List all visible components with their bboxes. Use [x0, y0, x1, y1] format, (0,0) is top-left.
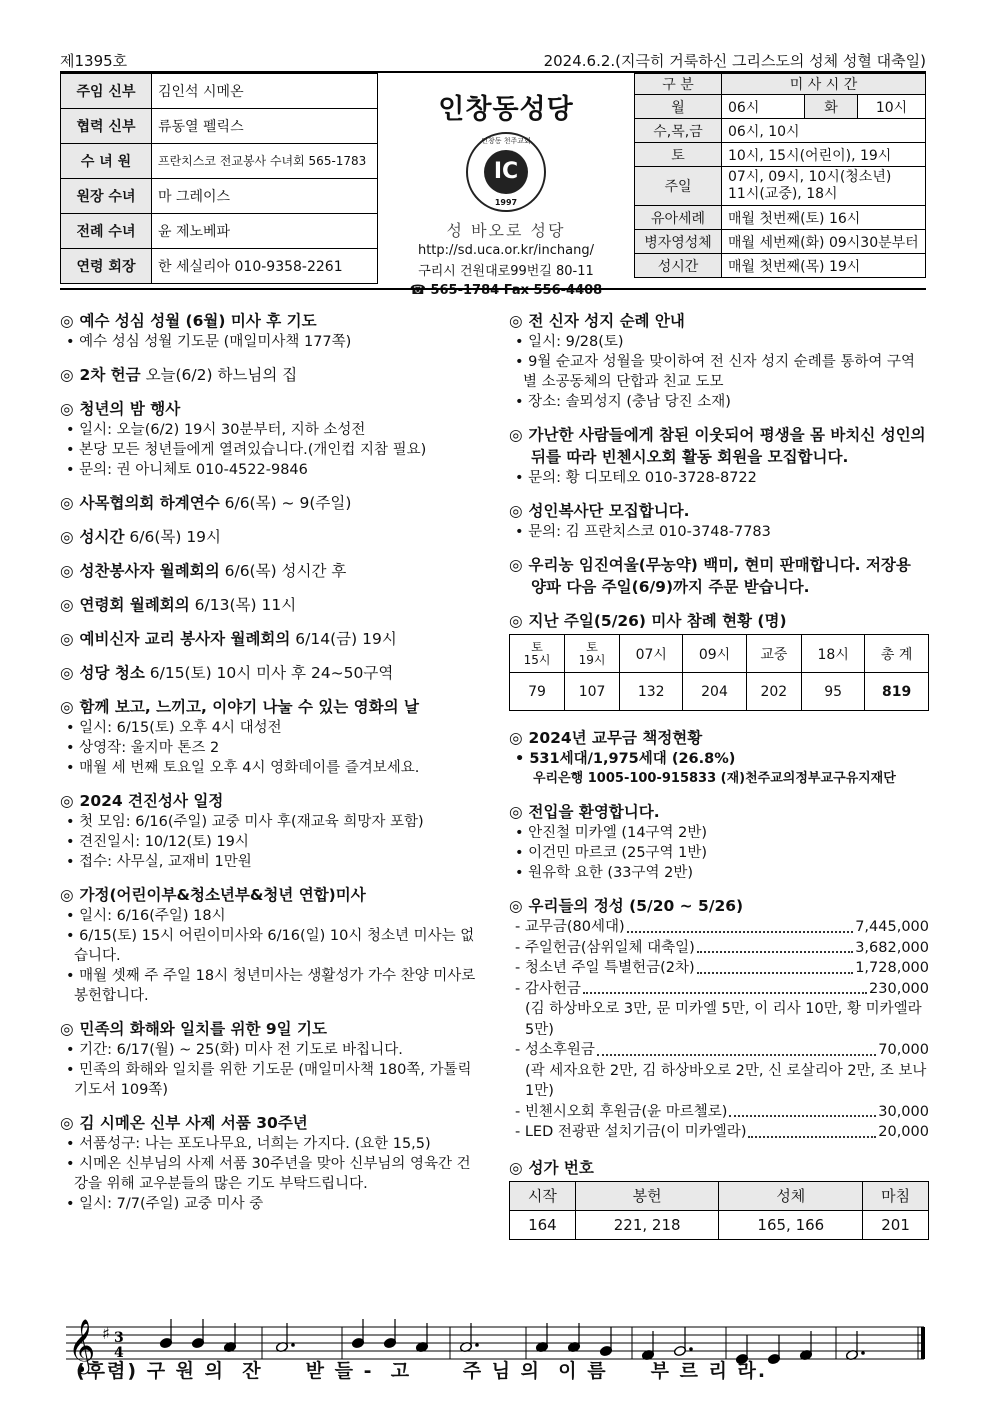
section-title: ◎ 예수 성심 성월 (6월) 미사 후 기도: [60, 312, 317, 330]
header-bottom-divider: [60, 288, 926, 290]
offering-row: [509, 938, 929, 959]
section-title: ◎ 지난 주일(5/26) 미사 참례 현황 (명): [509, 612, 787, 630]
item-text: 서품성구: 나는 포도나무요, 너희는 가지다. (요한 15,5): [79, 1136, 431, 1152]
mass-time: 06시: [722, 95, 805, 119]
item-text: 일시: 6/16(주일) 18시: [79, 908, 226, 924]
mass-day: 화: [805, 95, 858, 119]
item-text: 예수 성심 성월 기도문 (매일미사책 177쪽): [79, 334, 352, 350]
offering-row: [509, 917, 929, 938]
mass-time: 10시: [858, 95, 926, 119]
item-text: 문의: 김 프란치스코 010-3748-7783: [528, 524, 771, 540]
offering-amount: 7,445,000: [855, 919, 929, 935]
offerings-section: [509, 895, 929, 1143]
section-title-bold: 성시간: [79, 528, 125, 546]
item-text: 문의: 황 디모테오 010-3728-8722: [528, 470, 757, 486]
section-title-bold: 우리농 임진여울(무농약) 백미, 현미 판매합니다. 저장용 양파 다음 주일(6/9)까지 주문 받습니다.: [528, 556, 911, 596]
staff-row: [61, 144, 378, 179]
announcement-section: [509, 424, 929, 488]
offering-label: - 빈첸시오회 후원금(윤 마르첼로): [515, 1103, 728, 1120]
item-text: 6/15(토) 15시 어린이미사와 6/16(일) 10시 청소년 미사는 없습니다.: [74, 928, 475, 964]
section-title-bold: 성인복사단 모집합니다.: [528, 502, 690, 520]
welcome-section: [509, 801, 929, 883]
announcement-section: [60, 560, 480, 582]
offering-row: [509, 1122, 929, 1143]
announcement-section: [60, 628, 480, 650]
hymns-title: 성가 번호: [528, 1158, 594, 1177]
section-title: ◎ 사목협의회 하계연수 6/6(목) ~ 9(주일): [60, 494, 352, 512]
section-title-bold: 연령회 월례회의: [79, 596, 190, 614]
hymn-header: 성체: [719, 1181, 863, 1210]
announcement-section: [60, 884, 480, 1006]
section-title-detail: 6/14(금) 19시: [290, 630, 397, 648]
leader-dots: [697, 938, 853, 954]
offering-label: - 교무금(80세대): [515, 919, 625, 935]
announcement-section: [60, 526, 480, 548]
item-text: 9월 순교자 성월을 맞이하여 전 신자 성지 순례를 통하여 구역별 소공동체의 단합과 친교 도모: [523, 354, 916, 390]
leader-dots: [597, 1040, 876, 1056]
item-text: 매월 세 번째 토요일 오후 4시 영화데이를 즐겨보세요.: [79, 760, 420, 776]
hymn-number: 201: [863, 1210, 929, 1239]
attendance-header: 07시: [620, 635, 683, 673]
section-title: ◎ 예비신자 교리 봉사자 월례회의 6/14(금) 19시: [60, 630, 397, 648]
mass-time: 10시, 15시(어린이), 19시: [722, 143, 926, 167]
welcome-title: 전입을 환영합니다.: [528, 803, 660, 821]
offering-amount: 230,000: [869, 980, 929, 997]
staff-row: [61, 214, 378, 249]
time-sig-bottom: 4: [114, 1345, 124, 1361]
offering-amount: 20,000: [878, 1124, 929, 1140]
attendance-header: 총 계: [865, 635, 929, 673]
section-title: ◎ 성당 청소 6/15(토) 10시 미사 후 24~50구역: [60, 664, 394, 682]
item-text: 첫 모임: 6/16(주일) 교중 미사 후(재교육 희망자 포함): [79, 814, 424, 830]
section-title-bold: 사목협의회 하계연수: [79, 494, 220, 512]
hymn-header: 마침: [863, 1181, 929, 1210]
parish-identity: [380, 73, 632, 298]
staff-name: 프란치스코 전교봉사 수녀회 565-1783: [152, 144, 378, 179]
staff-name: 김인석 시메온: [152, 74, 378, 109]
section-title: ◎ 연령회 월례회의 6/13(목) 11시: [60, 596, 297, 614]
announcement-section: [60, 1112, 480, 1214]
section-title: ◎ 전입을 환영합니다.: [509, 803, 660, 821]
staff-role: 수 녀 원: [61, 144, 152, 179]
staff-role: 연령 회장: [61, 249, 152, 284]
treble-clef-icon: 𝄞: [68, 1318, 96, 1372]
section-title: ◎ 전 신자 성지 순례 안내: [509, 312, 685, 330]
mass-day: 월: [635, 95, 722, 119]
announcement-section: [60, 364, 480, 386]
offering-amount: 3,682,000: [855, 939, 929, 956]
attendance-section: [509, 610, 929, 711]
offerings-list: [509, 917, 929, 1143]
hymn-number: 221, 218: [575, 1210, 719, 1239]
attendance-value: 204: [683, 673, 746, 711]
welcome-item: • 이건민 마르코 (25구역 1반): [515, 845, 708, 861]
staff-row: [61, 109, 378, 144]
section-title: ◎ 2024년 교무금 책정현황: [509, 729, 703, 747]
section-title-bold: 청년의 밤 행사: [79, 400, 181, 418]
attendance-header: 18시: [802, 635, 865, 673]
staff-row: [61, 179, 378, 214]
offering-row: [509, 979, 929, 1000]
announcement-section: [60, 1018, 480, 1100]
announcement-item: • 일시: 6/16(주일) 18시: [66, 908, 226, 924]
announcement-item: • 시메온 신부님의 사제 서품 30주년을 맞아 신부님의 영육간 건강을 위해 교우분들의 많은 기도 부탁드립니다.: [66, 1156, 471, 1192]
item-text: 기간: 6/17(월) ~ 25(화) 미사 전 기도로 바칩니다.: [79, 1042, 403, 1058]
dues-title: 2024년 교무금 책정현황: [528, 729, 703, 747]
staff-name: 류동열 펠릭스: [152, 109, 378, 144]
attendance-title: 지난 주일(5/26) 미사 참례 현황 (명): [528, 612, 787, 630]
mass-time: 매월 세번째(화) 09시30분부터: [722, 230, 926, 254]
seal-year: 1997: [494, 198, 518, 207]
section-title-detail: 6/6(목) 성시간 후: [219, 562, 347, 580]
item-text: 상영작: 울지마 톤즈 2: [79, 740, 220, 756]
section-title: ◎ 청년의 밤 행사: [60, 400, 181, 418]
announcement-item: • 9월 순교자 성월을 맞이하여 전 신자 성지 순례를 통하여 구역별 소공동체의 단합과 친교 도모: [515, 354, 916, 390]
mass-time-line: 07시, 09시, 10시(청소년): [728, 169, 892, 185]
staff-name: 윤 제노베파: [152, 214, 378, 249]
section-title-bold: 2024 견진성사 일정: [79, 792, 224, 810]
section-title: ◎ 2024 견진성사 일정: [60, 792, 224, 810]
mass-time: 매월 첫번째(토) 16시: [722, 206, 926, 230]
mass-day: 수,목,금: [635, 119, 722, 143]
parish-seal-icon: [466, 132, 546, 212]
mass-time-line: 11시(교중), 18시: [728, 186, 838, 202]
attendance-header: 교중: [746, 635, 801, 673]
staff-name: 마 그레이스: [152, 179, 378, 214]
parish-url[interactable]: http://sd.uca.or.kr/inchang/: [417, 243, 595, 258]
announcement-item: • 민족의 화해와 일치를 위한 기도문 (매일미사책 180쪽, 가톨릭 기도서 109쪽): [66, 1062, 472, 1098]
offering-row: [509, 1040, 929, 1061]
item-text: 본당 모든 청년들에게 열려있습니다.(개인컵 지참 필요): [79, 442, 427, 458]
leader-dots: [729, 1102, 876, 1118]
attendance-value: 202: [746, 673, 801, 711]
mass-time: 06시, 10시: [722, 119, 926, 143]
item-text: 일시: 6/15(토) 오후 4시 대성전: [79, 720, 282, 736]
attendance-value: 819: [865, 673, 929, 711]
staff-role: 전례 수녀: [61, 214, 152, 249]
section-title-bold: 민족의 화해와 일치를 위한 9일 기도: [79, 1020, 327, 1038]
parish-name: 인창동성당: [438, 94, 574, 125]
section-title: ◎ 2차 헌금 오늘(6/2) 하느님의 집: [60, 366, 298, 384]
attendance-value: 107: [565, 673, 620, 711]
staff-row: [61, 249, 378, 284]
mass-day: 유아세례: [635, 206, 722, 230]
offering-label: - LED 전광판 설치기금(이 미카엘라): [515, 1124, 747, 1140]
announcement-section: [509, 310, 929, 412]
section-title: ◎ 성찬봉사자 월례회의 6/6(목) 성시간 후: [60, 562, 347, 580]
offering-label: - 주일헌금(삼위일체 대축일): [515, 939, 695, 956]
announcement-section: [60, 310, 480, 352]
offering-amount: 1,728,000: [855, 960, 929, 976]
section-title-bold: 가난한 사람들에게 참된 이웃되어 평생을 몸 바치신 성인의 뒤를 따라 빈첸시오회 활동 회원을 모집합니다.: [528, 426, 926, 466]
section-title-bold: 예비신자 교리 봉사자 월례회의: [79, 630, 291, 648]
announcement-item: • 예수 성심 성월 기도문 (매일미사책 177쪽): [66, 334, 352, 350]
offering-amount: 70,000: [878, 1042, 929, 1058]
announcement-section: [60, 398, 480, 480]
announcement-section: [60, 662, 480, 684]
offering-note: (김 하상바오로 3만, 문 미카엘 5만, 이 리사 10만, 황 미카엘라 5만): [525, 1001, 922, 1038]
section-title: ◎ 성인복사단 모집합니다.: [509, 502, 690, 520]
announcement-item: • 본당 모든 청년들에게 열려있습니다.(개인컵 지참 필요): [66, 442, 427, 458]
section-title: ◎ 가난한 사람들에게 참된 이웃되어 평생을 몸 바치신 성인의 뒤를 따라 빈첸시오회 활동 회원을 모집합니다.: [509, 426, 926, 466]
section-title-bold: 예수 성심 성월 (6월) 미사 후 기도: [79, 312, 317, 330]
announcement-item: • 상영작: 울지마 톤즈 2: [66, 740, 220, 756]
announcement-item: • 문의: 황 디모테오 010-3728-8722: [515, 470, 757, 486]
right-announcements: [509, 310, 929, 598]
right-column: [509, 310, 929, 1252]
mass-time: [722, 167, 926, 206]
attendance-header-text: 토 19시: [578, 639, 606, 667]
announcement-item: • 문의: 김 프란치스코 010-3748-7783: [515, 524, 771, 540]
bulletin-header: [60, 50, 926, 70]
note-dot: [475, 1343, 479, 1347]
mass-times-table: [634, 73, 926, 278]
offerings-title: 우리들의 정성 (5/20 ~ 5/26): [528, 897, 744, 915]
leader-dots: [627, 917, 854, 933]
offering-label: - 성소후원금: [515, 1042, 595, 1058]
attendance-header: [510, 635, 565, 673]
section-title: ◎ 가정(어린이부&청소년부&청년 연합)미사: [60, 886, 366, 904]
section-title-detail: 6/13(목) 11시: [189, 596, 297, 614]
leader-dots: [748, 1122, 876, 1138]
mass-header-k: 구 분: [635, 74, 722, 95]
leader-dots: [583, 979, 867, 995]
date-feast: 2024.6.2.(지극히 거룩하신 그리스도의 성체 성혈 대축일): [543, 52, 926, 70]
item-text: 매월 셋째 주 주일 18시 청년미사는 생활성가 가수 찬양 미사로 봉헌합니다.: [74, 968, 476, 1004]
parish-patron: 성 바오로 성당: [446, 221, 566, 240]
hymn-header: 시작: [510, 1181, 576, 1210]
welcome-item: • 원유학 요한 (33구역 2반): [515, 865, 694, 881]
parish-address: 구리시 건원대로99번길 80-11: [418, 264, 594, 279]
offering-label: - 감사헌금: [515, 980, 581, 997]
section-title: ◎ 김 시메온 신부 사제 서품 30주년: [60, 1114, 308, 1132]
section-title-bold: 성찬봉사자 월례회의: [79, 562, 220, 580]
announcement-item: • 6/15(토) 15시 어린이미사와 6/16(일) 10시 청소년 미사는 없습니다.: [66, 928, 475, 964]
hymn-number: 164: [510, 1210, 576, 1239]
announcement-item: • 접수: 사무실, 교재비 1만원: [66, 854, 252, 870]
note-dot: [291, 1343, 295, 1347]
announcement-item: • 일시: 9/28(토): [515, 334, 624, 350]
announcement-item: • 첫 모임: 6/16(주일) 교중 미사 후(재교육 희망자 포함): [66, 814, 424, 830]
section-title-detail: 6/6(목) ~ 9(주일): [219, 494, 352, 512]
hymns-section: [509, 1157, 929, 1240]
offering-label: - 청소년 주일 특별헌금(2차): [515, 960, 695, 976]
section-title-detail: 6/15(토) 10시 미사 후 24~50구역: [144, 664, 394, 682]
staff-role: 주임 신부: [61, 74, 152, 109]
announcement-item: • 일시: 6/15(토) 오후 4시 대성전: [66, 720, 282, 736]
refrain-lyrics: (후렴) 구 원 의 잔 받 들 - 고 주 님 의 이 름 부 르 리 라.: [76, 1360, 768, 1382]
final-bar-thick: [921, 1327, 925, 1359]
item-text: 일시: 7/7(주일) 교중 미사 중: [79, 1196, 264, 1212]
attendance-header: 09시: [683, 635, 746, 673]
section-title: ◎ 함께 보고, 느끼고, 이야기 나눌 수 있는 영화의 날: [60, 698, 419, 716]
offering-note: (곽 세자요한 2만, 김 하상바오로 2만, 신 로살리아 2만, 조 보나 1만): [525, 1062, 927, 1099]
announcement-section: [60, 790, 480, 872]
item-text: 일시: 9/28(토): [528, 334, 624, 350]
attendance-table: [509, 634, 929, 711]
welcome-list: [509, 823, 929, 883]
dues-ratio: 531세대/1,975세대 (26.8%): [529, 751, 736, 767]
section-title: ◎ 우리들의 정성 (5/20 ~ 5/26): [509, 897, 744, 915]
welcome-name: 원유학 요한 (33구역 2반): [528, 865, 694, 881]
section-title-bold: 김 시메온 신부 사제 서품 30주년: [79, 1114, 308, 1132]
mass-time: 매월 첫번째(목) 19시: [722, 254, 926, 278]
attendance-value: 79: [510, 673, 565, 711]
mass-day: 병자영성체: [635, 230, 722, 254]
dues-line: • 531세대/1,975세대 (26.8%): [515, 751, 736, 767]
offering-amount: 30,000: [878, 1103, 929, 1120]
issue-number: 제1395호: [60, 52, 128, 70]
hymns-table: [509, 1181, 929, 1240]
seal-logo: IC: [484, 150, 528, 194]
announcement-item: • 매월 셋째 주 주일 18시 청년미사는 생활성가 가수 찬양 미사로 봉헌합니다.: [66, 968, 476, 1004]
left-column: [60, 310, 480, 1226]
welcome-name: 안진철 미카엘 (14구역 2반): [528, 825, 708, 841]
announcement-item: • 견진일시: 10/12(토) 19시: [66, 834, 249, 850]
mass-day: 토: [635, 143, 722, 167]
offering-row: [509, 1102, 929, 1123]
leader-dots: [697, 958, 854, 974]
item-text: 장소: 솔뫼성지 (충남 당진 소재): [528, 394, 731, 410]
announcement-section: [60, 492, 480, 514]
announcement-section: [509, 554, 929, 598]
announcement-section: [509, 500, 929, 542]
dues-section: [509, 727, 929, 789]
time-sig-top: 3: [114, 1330, 124, 1346]
announcement-item: • 장소: 솔뫼성지 (충남 당진 소재): [515, 394, 731, 410]
hymn-number: 165, 166: [719, 1210, 863, 1239]
section-title-bold: 2차 헌금: [79, 366, 141, 384]
section-title-detail: 6/6(목) 19시: [124, 528, 222, 546]
staff-row: [61, 74, 378, 109]
announcement-item: • 일시: 오늘(6/2) 19시 30분부터, 지하 소성전: [66, 422, 366, 438]
item-text: 접수: 사무실, 교재비 1만원: [79, 854, 252, 870]
item-text: 민족의 화해와 일치를 위한 기도문 (매일미사책 180쪽, 가톨릭 기도서 109쪽): [74, 1062, 472, 1098]
announcement-item: • 문의: 권 아니체토 010-4522-9846: [66, 462, 308, 478]
attendance-header-text: 토 15시: [523, 639, 551, 667]
attendance-header: [565, 635, 620, 673]
item-text: 견진일시: 10/12(토) 19시: [79, 834, 249, 850]
announcement-item: • 서품성구: 나는 포도나무요, 너희는 가지다. (요한 15,5): [66, 1136, 431, 1152]
announcement-section: [60, 594, 480, 616]
section-title-bold: 가정(어린이부&청소년부&청년 연합)미사: [79, 886, 366, 904]
note-dot: [861, 1351, 865, 1355]
section-title-bold: 함께 보고, 느끼고, 이야기 나눌 수 있는 영화의 날: [79, 698, 419, 716]
seal-text: 인창동 천주교회: [481, 137, 531, 145]
section-title: ◎ 성시간 6/6(목) 19시: [60, 528, 222, 546]
staff-role: 협력 신부: [61, 109, 152, 144]
mass-header-v: 미 사 시 간: [722, 74, 926, 95]
welcome-name: 이건민 마르코 (25구역 1반): [528, 845, 708, 861]
announcement-item: • 기간: 6/17(월) ~ 25(화) 미사 전 기도로 바칩니다.: [66, 1042, 403, 1058]
announcement-item: • 일시: 7/7(주일) 교중 미사 중: [66, 1196, 264, 1212]
staff-role: 원장 수녀: [61, 179, 152, 214]
offering-row: [509, 958, 929, 979]
announcement-item: • 매월 세 번째 토요일 오후 4시 영화데이를 즐겨보세요.: [66, 760, 420, 776]
section-title: ◎ 우리농 임진여울(무농약) 백미, 현미 판매합니다. 저장용 양파 다음 주일(6/9)까지 주문 받습니다.: [509, 556, 911, 596]
sharp-icon: ♯: [102, 1324, 110, 1343]
section-title-bold: 전 신자 성지 순례 안내: [528, 312, 685, 330]
staff-table: [60, 73, 378, 284]
attendance-value: 132: [620, 673, 683, 711]
item-text: 시메온 신부님의 사제 서품 30주년을 맞아 신부님의 영육간 건강을 위해 교우분들의 많은 기도 부탁드립니다.: [74, 1156, 471, 1192]
section-title: ◎ 민족의 화해와 일치를 위한 9일 기도: [60, 1020, 327, 1038]
section-title-bold: 성당 청소: [79, 664, 145, 682]
dues-account: 우리은행 1005-100-915833 (재)천주교의정부교구유지재단: [533, 771, 896, 786]
announcement-section: [60, 696, 480, 778]
staff-name: 한 세실리아 010-9358-2261: [152, 249, 378, 284]
item-text: 일시: 오늘(6/2) 19시 30분부터, 지하 소성전: [79, 422, 366, 438]
attendance-value: 95: [802, 673, 865, 711]
note-dot: [689, 1347, 693, 1351]
welcome-item: • 안진철 미카엘 (14구역 2반): [515, 825, 708, 841]
hymn-header: 봉헌: [575, 1181, 719, 1210]
parish-phone: ☎ 565-1784 Fax 556-4408: [409, 283, 603, 298]
item-text: 문의: 권 아니체토 010-4522-9846: [79, 462, 308, 478]
mass-day: 주일: [635, 167, 722, 206]
section-title-detail: 오늘(6/2) 하느님의 집: [140, 366, 298, 384]
section-title: ◎ 성가 번호: [509, 1158, 594, 1177]
mass-day: 성시간: [635, 254, 722, 278]
